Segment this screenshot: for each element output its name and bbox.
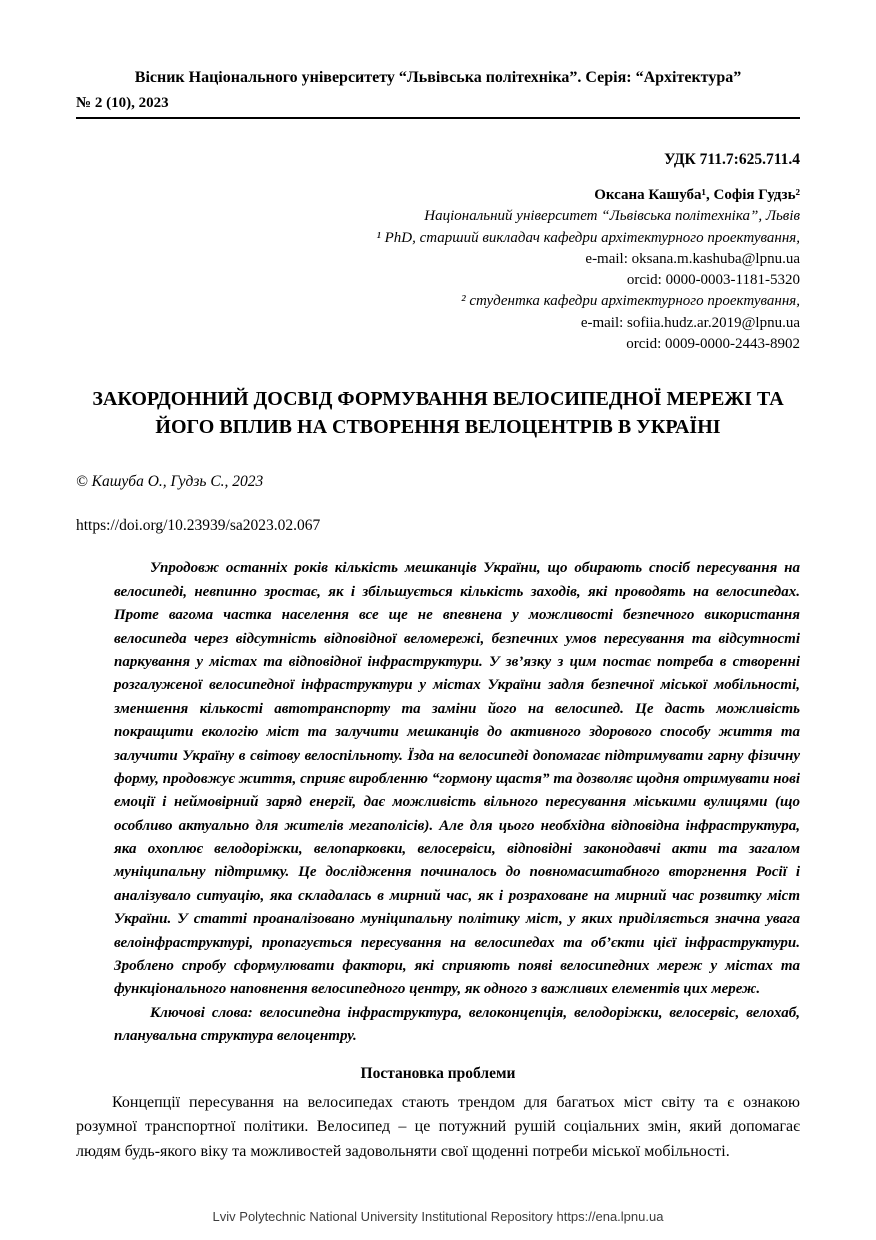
paper-title: ЗАКОРДОННИЙ ДОСВІД ФОРМУВАННЯ ВЕЛОСИПЕДНОЇ МЕРЕЖІ ТА ЙОГО ВПЛИВ НА СТВОРЕННЯ ВЕЛОЦЕНТРІВ В УКРАЇНІ xyxy=(92,388,784,439)
author1-role: ¹ PhD, старший викладач кафедри архітектурного проектування, xyxy=(376,229,800,246)
repository-footer: Lviv Polytechnic National University Institutional Repository https://ena.lpnu.ua xyxy=(212,1209,664,1224)
journal-title: Вісник Національного університету “Львівська політехніка”. Серія: “Архітектура” xyxy=(134,69,742,86)
udc-code: УДК 711.7:625.711.4 xyxy=(664,151,800,168)
author1-orcid: orcid: 0000-0003-1181-5320 xyxy=(626,272,800,289)
author2-orcid: orcid: 0009-0000-2443-8902 xyxy=(626,336,800,353)
copyright-notice: © Кашуба О., Гудзь С., 2023 xyxy=(76,473,264,491)
abstract-block xyxy=(114,557,800,1048)
body-paragraph: Концепції пересування на велосипедах стають трендом для багатьох міст світу та є ознакою розумної транспортної політики. Велосипед – це потужний рушій соціальних змін, який допомагає людям будь-якого віку та можливостей задовольняти свої щоденні потреби міської мобільності. xyxy=(76,1093,800,1161)
abstract-text: Упродовж останніх років кількість мешканців України, що обирають спосіб пересування на велосипеді, невпинно зростає, як і збільшується кількість заходів, які проводять на велосипедах. Проте вагома частка населення все ще не впевнена у можливості безпечного використання велосипеда через відсутність відповідної веломережі, безпечних умов пересування та відсутності паркування у містах та відповідної інфраструктури. У зв’язку з цим постає потреба в створенні розгалуженої велосипедної інфраструктури у містах України задля безпечної міської мобільності, зменшення кількості автотранспорту та заміни його на велосипед. Це дасть можливість покращити екологію міст та залучити мешканців до активного здорового способу життя та залучити Україну в світову велоспільноту. Їзда на велосипеді допомагає підтримувати гарну фізичну форму, продовжує життя, сприяє виробленню “гормону щастя” та дозволяє щодня отримувати нові емоції і неймовірний заряд енергії, дає можливість вільного пересування міськими вулицями (що особливо актуально для жителів мегаполісів). Але для цього необхідна відповідна інфраструктура, яка охоплює велодоріжки, велопарковки, велосервіси, відповідні законодавчі акти та загалом муніципальну підтримку. Це дослідження починалось до повномасштабного вторгнення Росії і аналізувало ситуацію, яка складалась в мирний час, як і розраховане на мирний час розвитку міст України. У статті проаналізовано муніципальну політику міст, у яких приділяється значна увага велоінфраструктурі, пропагується пересування на велосипедах та об’єкти цієї інфраструктури. Зроблено спробу сформулювати фактори, які сприяють появі велосипедних мереж у містах та функціонального наповнення велосипедного центру, як одного з важливих елементів цих мереж. xyxy=(114,560,800,998)
author2-role: ² студентка кафедри архітектурного проектування, xyxy=(461,293,800,310)
author1-email: e-mail: oksana.m.kashuba@lpnu.ua xyxy=(585,250,800,267)
author2-email: e-mail: sofiia.hudz.ar.2019@lpnu.ua xyxy=(580,314,800,331)
section-heading: Постановка проблеми xyxy=(360,1064,516,1082)
issue-number: № 2 (10), 2023 xyxy=(76,95,169,111)
authors-block xyxy=(76,185,800,355)
doi-link: https://doi.org/10.23939/sa2023.02.067 xyxy=(76,517,321,535)
author-names: Оксана Кашуба¹, Софія Гудзь² xyxy=(594,187,800,203)
header-divider xyxy=(76,117,800,119)
author-affiliation: Національний університет “Львівська політехніка”, Львів xyxy=(424,208,800,225)
keywords-line: Ключові слова: велосипедна інфраструктура, велоконцепція, велодоріжки, велосервіс, велохаб, планувальна структура велоцентру. xyxy=(114,1004,800,1045)
